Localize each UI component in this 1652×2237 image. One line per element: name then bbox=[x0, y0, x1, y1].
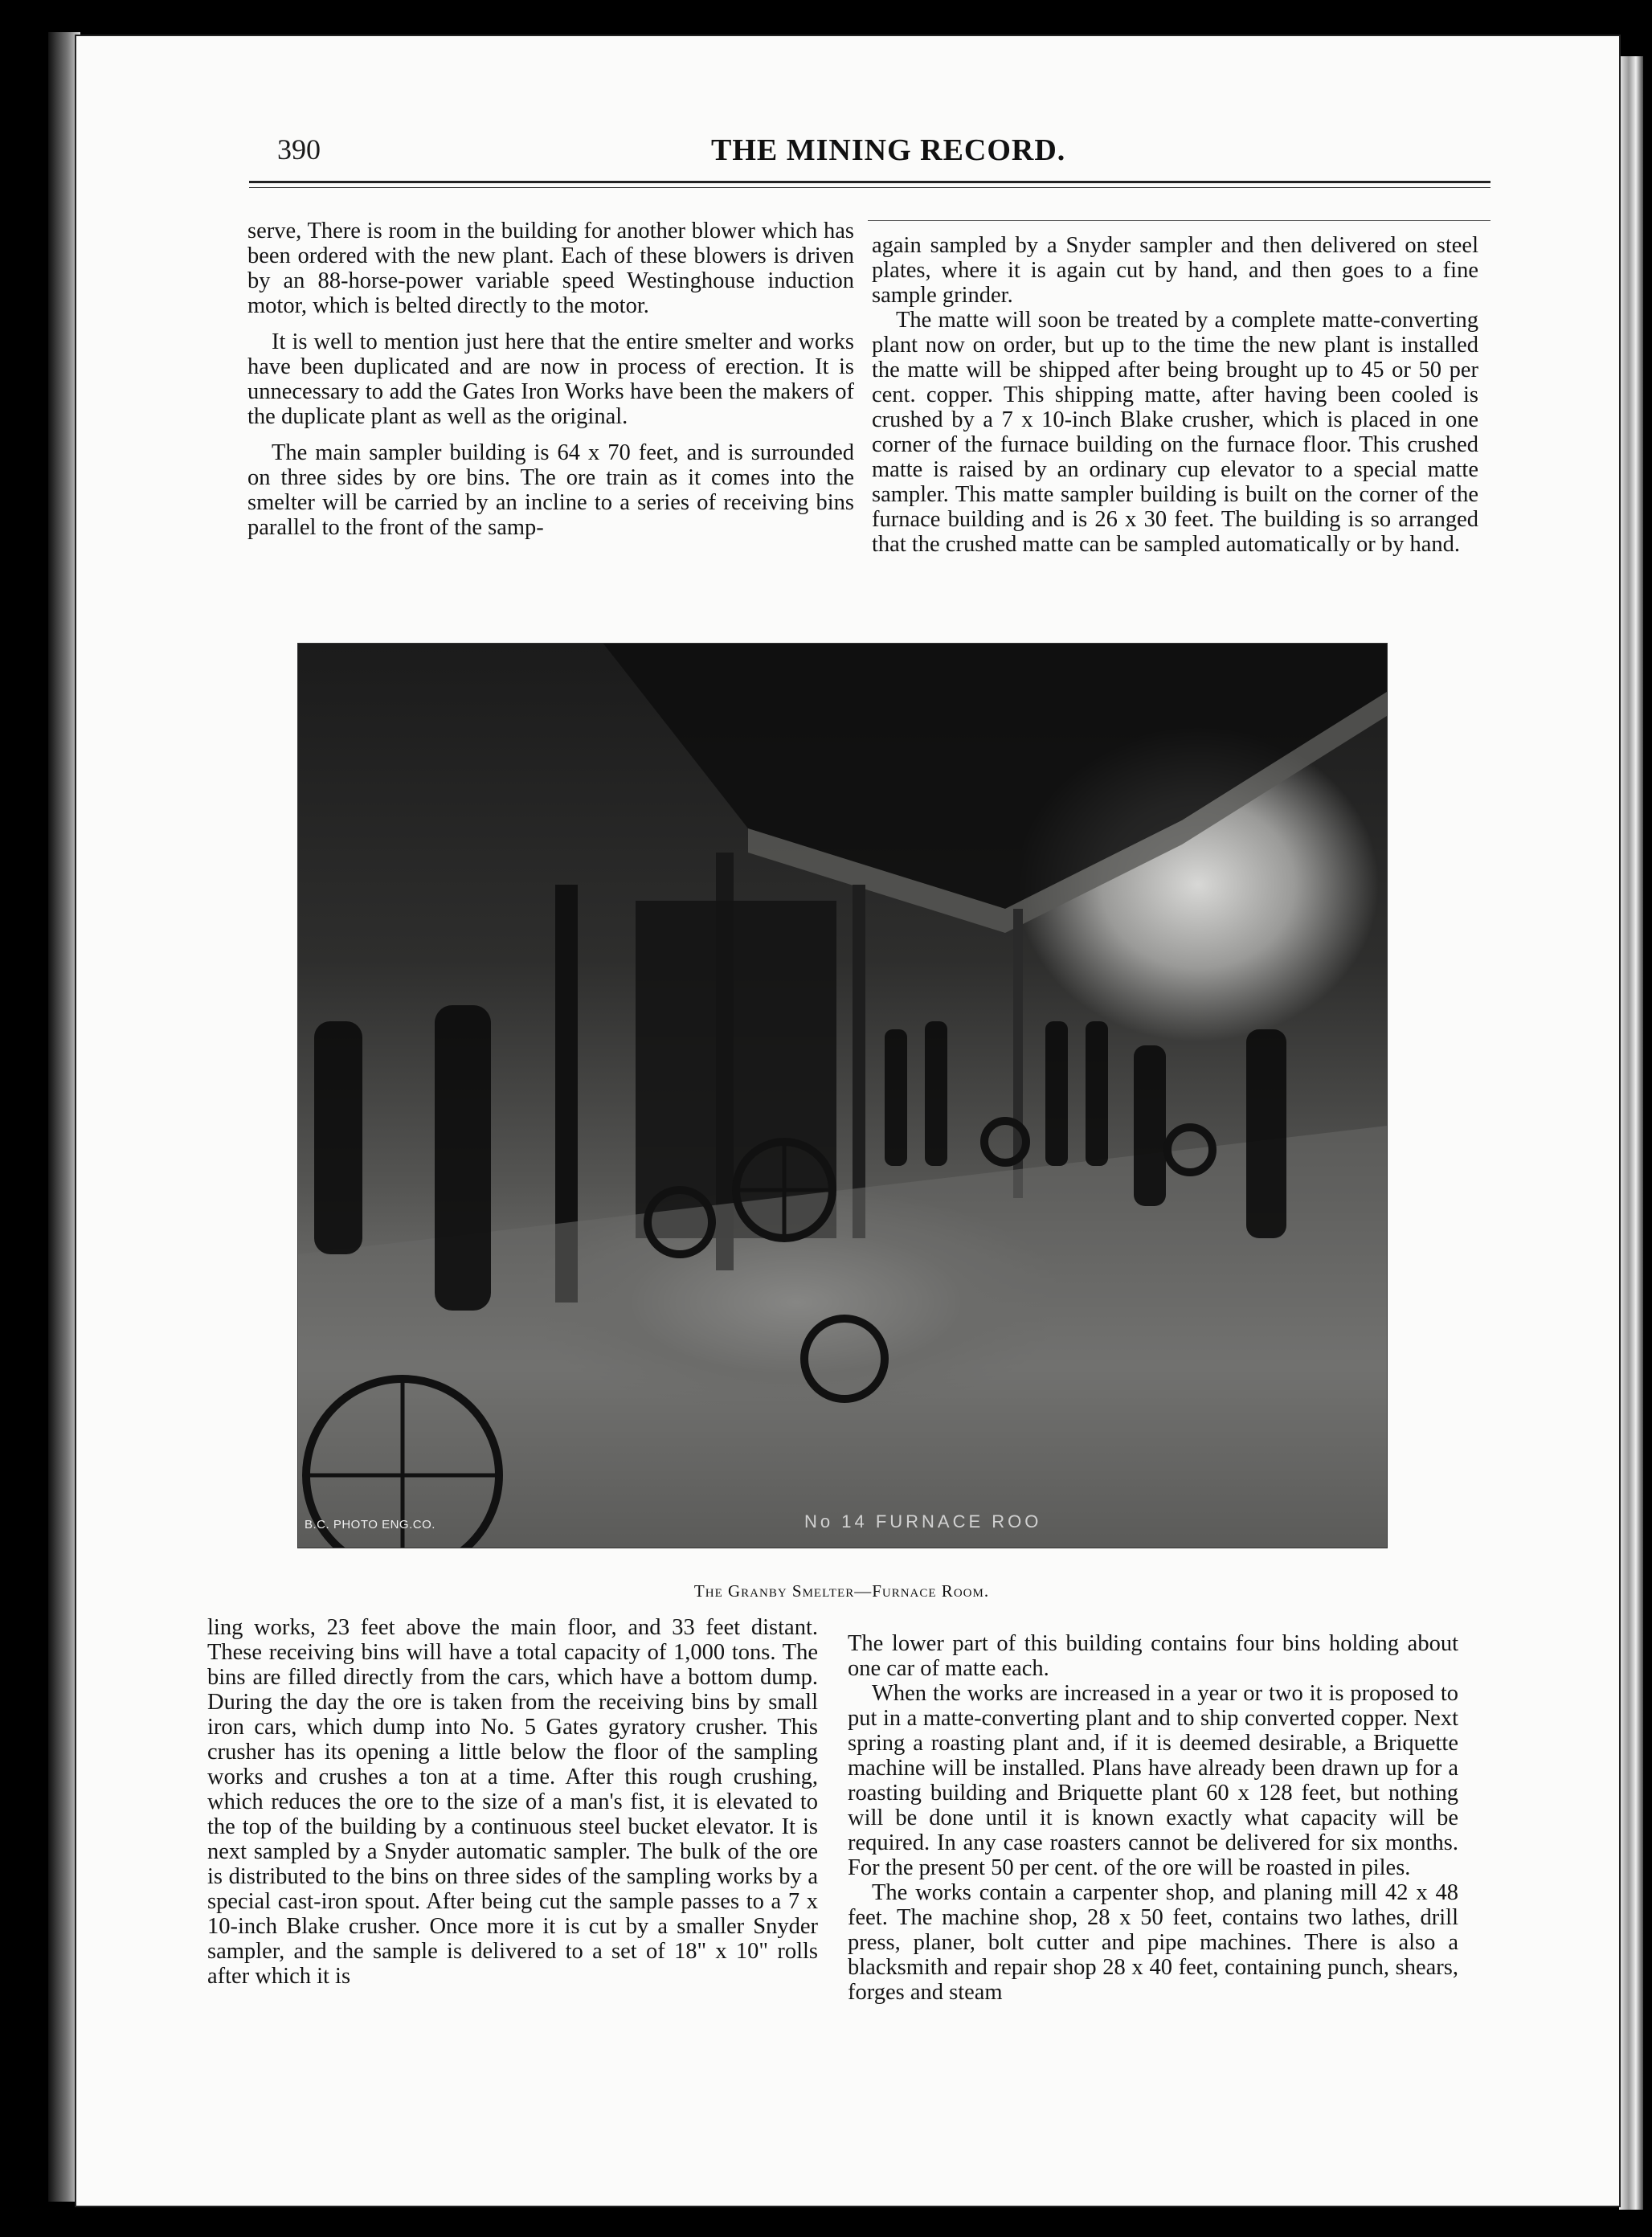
furnace-room-photo bbox=[297, 643, 1388, 1548]
photo-scene bbox=[298, 644, 1387, 1548]
column-top-right bbox=[872, 233, 1478, 557]
paragraph: The main sampler building is 64 x 70 feet, and is surrounded on three sides by ore bins. The ore train as it comes into the smelter will be carried by an incline to a series of receiving bins parallel to the front of the samp- bbox=[247, 440, 854, 540]
column-rule bbox=[868, 220, 1490, 221]
paragraph: The works contain a carpenter shop, and planing mill 42 x 48 feet. The machine shop, 28 x 50 feet, contains two lathes, drill press, planer, bolt cutter and pipe machines. There is also a blacksmith and repair shop 28 x 40 feet, containing punch, shears, forges and steam bbox=[848, 1880, 1458, 2005]
paragraph: The matte will soon be treated by a complete matte-converting plant now on order, but up to the time the new plant is installed the matte will be shipped after being brought up to 45 or 50 per cent. copper. This shipping matte, after having been cooled is crushed by a 7 x 10-inch Blake crusher, which is placed in one corner of the furnace building on the furnace floor. This crushed matte is raised by an ordinary cup elevator to a special matte sampler. This matte sampler building is built on the corner of the furnace building and is 26 x 30 feet. The building is so arranged that the crushed matte can be sampled automatically or by hand. bbox=[872, 308, 1478, 557]
paragraph: The lower part of this building contains four bins holding about one car of matte each. bbox=[848, 1631, 1458, 1681]
book-spine bbox=[48, 32, 80, 2202]
running-title: THE MINING RECORD. bbox=[711, 133, 1066, 167]
paragraph: serve, There is room in the building for another blower which has been ordered with the new plant. Each of these blowers is driven by an 88-horse-power variable speed Westinghouse induction motor, which is belted directly to the motor. bbox=[247, 219, 854, 318]
paragraph: again sampled by a Snyder sampler and then delivered on steel plates, where it is again cut by hand, and then goes to a fine sample grinder. bbox=[872, 233, 1478, 308]
photo-credit: B.C. PHOTO ENG.CO. bbox=[305, 1518, 435, 1532]
column-bottom-right bbox=[848, 1631, 1458, 2005]
column-bottom-left bbox=[207, 1615, 818, 1989]
paragraph: It is well to mention just here that the entire smelter and works have been duplicated and are now in process of erection. It is unnecessary to add the Gates Iron Works have been the makers of the duplicate plant as well as the original. bbox=[247, 329, 854, 429]
photo-label: No 14 FURNACE ROO bbox=[804, 1511, 1042, 1532]
photo-caption: The Granby Smelter—Furnace Room. bbox=[693, 1581, 990, 1601]
header-rule bbox=[249, 181, 1490, 183]
page-number: 390 bbox=[277, 133, 321, 166]
header-rule-thin bbox=[249, 187, 1490, 188]
column-top-left bbox=[247, 219, 854, 540]
page-edge bbox=[1619, 56, 1643, 2210]
paragraph: ling works, 23 feet above the main floor, and 33 feet distant. These receiving bins will have a total capacity of 1,000 tons. The bins are filled directly from the cars, which have a bottom dump. During the day the ore is taken from the receiving bins by small iron cars, which dump into No. 5 Gates gyratory crusher. This crusher has its opening a little below the floor of the sampling works and crushes a ton at a time. After this rough crushing, which reduces the ore to the size of a man's fist, it is elevated to the top of the building by a continuous steel bucket elevator. It is next sampled by a Snyder automatic sampler. The bulk of the ore is distributed to the bins on three sides of the sampling works by a special cast-iron spout. After being cut the sample passes to a 7 x 10-inch Blake crusher. Once more it is cut by a smaller Snyder sampler, and the sample is delivered to a set of 18" x 10" rolls after which it is bbox=[207, 1615, 818, 1989]
paragraph: When the works are increased in a year or two it is proposed to put in a matte-converting plant and to ship converted copper. Next spring a roasting plant and, if it is deemed desirable, a Briquette machine will be installed. Plans have already been drawn up for a roasting building and Briquette plant 60 x 128 feet, but nothing will be done until it is known exactly what capacity will be required. In any case roasters cannot be delivered for six months. For the present 50 per cent. of the ore will be roasted in piles. bbox=[848, 1681, 1458, 1880]
page-header bbox=[277, 133, 1490, 181]
